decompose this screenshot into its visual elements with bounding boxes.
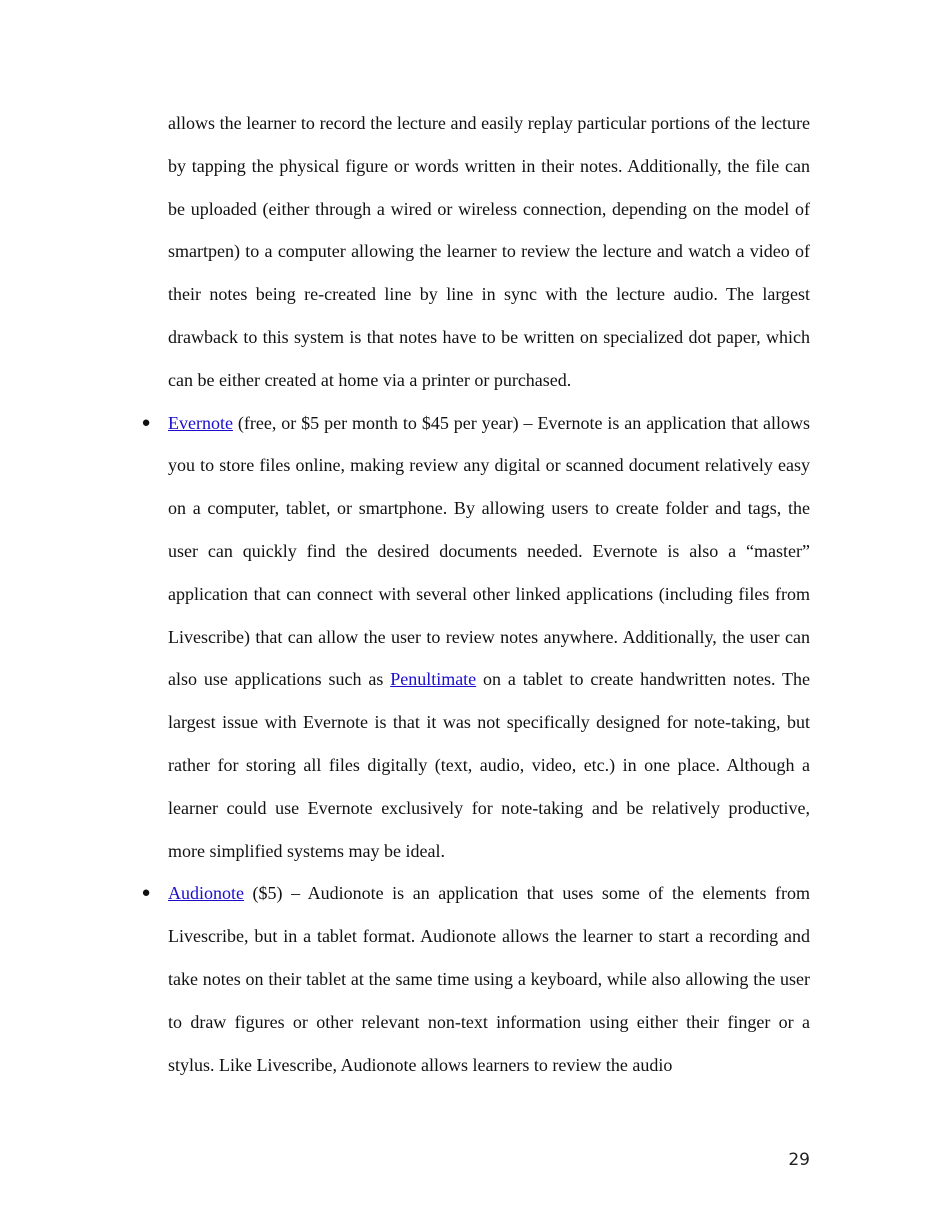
continuation-paragraph: allows the learner to record the lecture and easily replay particular portions of the lecture by tapping the physical figure or words written in their notes. Additionally, the file can be uploaded (either through a wired or wireless connection, depending on the model of smartpen) to a computer allowing the learner to review the lecture and watch a video of their notes being re-created line by line in sync with the lecture audio. The largest drawback to this system is that notes have to be written on specialized dot paper, which can be either created at home via a printer or purchased. [168,113,810,390]
list-item-audionote [141,872,810,1086]
audionote-description: ($5) – Audionote is an application that uses some of the elements from Livescribe, but in a tablet format. Audionote allows the learner to start a recording and take notes on their tablet at the same time using a keyboard, while also allowing the user to draw figures or other relevant non-text information using either their finger or a stylus. Like Livescribe, Audionote allows learners to review the audio [168,883,810,1075]
page-number: 29 [788,1150,810,1170]
evernote-description-part-2: on a tablet to create handwritten notes. The largest issue with Evernote is that it was not specifically designed for note-taking, but rather for storing all files digitally (text, audio, video, etc.) in one place. Although a learner could use Evernote exclusively for note-taking and be relatively productive, more simplified systems may be ideal. [168,669,810,861]
evernote-link[interactable]: Evernote [168,412,233,433]
bullet-icon: ● [141,414,151,431]
body-text [141,102,810,1086]
evernote-description-part-1: (free, or $5 per month to $45 per year) – Evernote is an application that allows you to store files online, making review any digital or scanned document relatively easy on a computer, tablet, or smartphone. By allowing users to create folder and tags, the user can quickly find the desired documents needed. Evernote is also a “master” application that can connect with several other linked applications (including files from Livescribe) that can allow the user to review notes anywhere. Additionally, the user can also use applications such as [168,412,810,690]
audionote-link[interactable]: Audionote [168,883,244,904]
penultimate-link[interactable]: Penultimate [390,669,477,690]
bullet-icon: ● [141,885,151,902]
list-item-evernote [141,402,810,873]
